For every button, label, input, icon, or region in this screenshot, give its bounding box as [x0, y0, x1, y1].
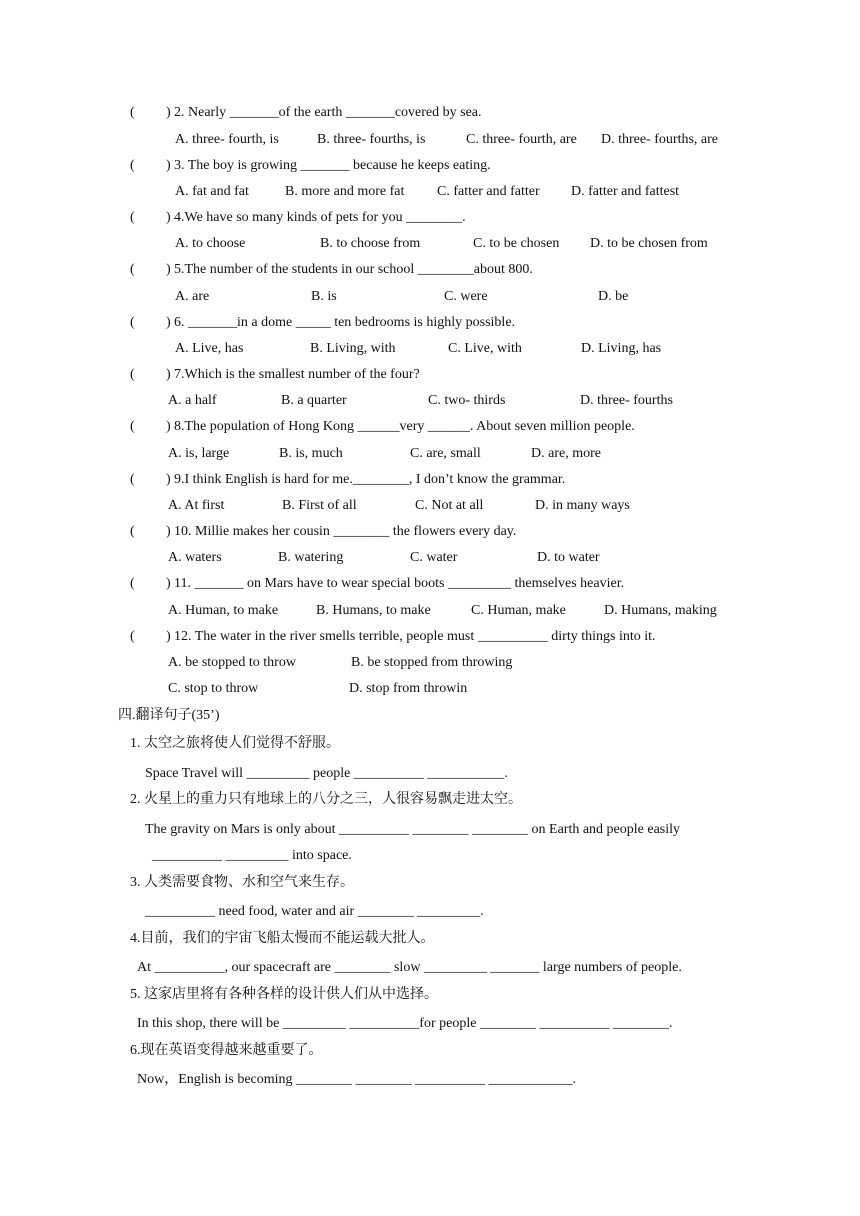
option-a: A. three- fourth, is: [175, 132, 279, 147]
option-c: C. Live, with: [448, 341, 522, 356]
question-text: 6. _______in a dome _____ ten bedrooms is highly possible.: [174, 315, 516, 330]
option-d: D. three- fourths, are: [601, 132, 719, 147]
question-text: 5.The number of the students in our school ________about 800.: [174, 262, 533, 277]
option-d: D. Humans, making: [604, 603, 717, 618]
translation-answer: __________ _________ into space.: [152, 848, 352, 863]
option-a: A. fat and fat: [175, 184, 249, 199]
translation-prompt: 2. 火星上的重力只有地球上的八分之三，人很容易飘走进太空。: [130, 792, 522, 807]
section-heading: 四.翻译句子(35’): [118, 708, 220, 723]
answer-paren-open: (: [130, 210, 135, 225]
option-c: C. Human, make: [471, 603, 566, 618]
option-a: A. waters: [168, 550, 222, 565]
question-text: 2. Nearly _______of the earth _______covered by sea.: [174, 105, 482, 120]
option-b: B. a quarter: [281, 393, 347, 408]
option-b: B. be stopped from throwing: [351, 655, 513, 670]
question-text: 7.Which is the smallest number of the four?: [174, 367, 420, 382]
option-b: B. more and more fat: [285, 184, 405, 199]
option-d: D. in many ways: [535, 498, 630, 513]
option-b: B. to choose from: [320, 236, 421, 251]
answer-paren-open: (: [130, 524, 135, 539]
option-b: B. three- fourths, is: [317, 132, 426, 147]
answer-paren-close: ): [166, 472, 171, 487]
question-text: 12. The water in the river smells terrible, people must __________ dirty things into it.: [174, 629, 656, 644]
option-c: C. Not at all: [415, 498, 484, 513]
translation-answer: Now，English is becoming ________ ________ __________ ____________.: [137, 1072, 577, 1087]
option-c: C. water: [410, 550, 458, 565]
question-text: 11. _______ on Mars have to wear special boots _________ themselves heavier.: [174, 576, 625, 591]
translation-answer: Space Travel will _________ people __________ ___________.: [145, 766, 508, 781]
answer-paren-open: (: [130, 629, 135, 644]
answer-paren-open: (: [130, 262, 135, 277]
answer-paren-close: ): [166, 210, 171, 225]
option-d: D. Living, has: [581, 341, 662, 356]
question-text: 4.We have so many kinds of pets for you ________.: [174, 210, 466, 225]
option-b: B. is: [311, 289, 337, 304]
answer-paren-close: ): [166, 158, 171, 173]
option-d: D. stop from throwin: [349, 681, 468, 696]
option-a: A. At first: [168, 498, 225, 513]
option-c: C. three- fourth, are: [466, 132, 577, 147]
option-c: C. were: [444, 289, 488, 304]
option-c: C. are, small: [410, 446, 481, 461]
option-a: A. Live, has: [175, 341, 244, 356]
question-text: 3. The boy is growing _______ because he keeps eating.: [174, 158, 491, 173]
answer-paren-close: ): [166, 576, 171, 591]
answer-paren-open: (: [130, 419, 135, 434]
option-c: C. fatter and fatter: [437, 184, 540, 199]
option-b: B. watering: [278, 550, 344, 565]
question-text: 9.I think English is hard for me.________, I don’t know the grammar.: [174, 472, 566, 487]
option-b: B. is, much: [279, 446, 343, 461]
option-b: B. Humans, to make: [316, 603, 431, 618]
question-text: 8.The population of Hong Kong ______very ______. About seven million people.: [174, 419, 635, 434]
translation-prompt: 4.目前，我们的宇宙飞船太慢而不能运载大批人。: [130, 931, 435, 946]
option-a: A. be stopped to throw: [168, 655, 296, 670]
answer-paren-open: (: [130, 472, 135, 487]
answer-paren-close: ): [166, 524, 171, 539]
answer-paren-open: (: [130, 158, 135, 173]
answer-paren-open: (: [130, 576, 135, 591]
option-c: C. to be chosen: [473, 236, 560, 251]
answer-paren-close: ): [166, 367, 171, 382]
translation-answer: __________ need food, water and air ________ _________.: [145, 904, 484, 919]
option-a: A. Human, to make: [168, 603, 279, 618]
option-d: D. are, more: [531, 446, 601, 461]
translation-answer: The gravity on Mars is only about __________ ________ ________ on Earth and people easily: [145, 822, 681, 837]
option-a: A. a half: [168, 393, 217, 408]
answer-paren-open: (: [130, 105, 135, 120]
answer-paren-close: ): [166, 262, 171, 277]
translation-answer: At __________, our spacecraft are ________ slow _________ _______ large numbers of people.: [137, 960, 682, 975]
translation-answer: In this shop, there will be _________ __________for people ________ __________ ________.: [137, 1016, 673, 1031]
option-d: D. to be chosen from: [590, 236, 708, 251]
answer-paren-close: ): [166, 315, 171, 330]
option-c: C. two- thirds: [428, 393, 506, 408]
answer-paren-close: ): [166, 419, 171, 434]
translation-prompt: 5. 这家店里将有各种各样的设计供人们从中选择。: [130, 987, 438, 1002]
answer-paren-open: (: [130, 315, 135, 330]
translation-prompt: 1. 太空之旅将使人们觉得不舒服。: [130, 736, 340, 751]
option-b: B. Living, with: [310, 341, 396, 356]
translation-prompt: 6.现在英语变得越来越重要了。: [130, 1043, 323, 1058]
answer-paren-close: ): [166, 105, 171, 120]
answer-paren-close: ): [166, 629, 171, 644]
option-a: A. is, large: [168, 446, 230, 461]
option-d: D. three- fourths: [580, 393, 673, 408]
option-c: C. stop to throw: [168, 681, 259, 696]
option-a: A. are: [175, 289, 210, 304]
option-d: D. to water: [537, 550, 600, 565]
question-text: 10. Millie makes her cousin ________ the flowers every day.: [174, 524, 517, 539]
translation-prompt: 3. 人类需要食物、水和空气来生存。: [130, 875, 354, 890]
option-b: B. First of all: [282, 498, 357, 513]
option-d: D. be: [598, 289, 629, 304]
answer-paren-open: (: [130, 367, 135, 382]
option-a: A. to choose: [175, 236, 246, 251]
option-d: D. fatter and fattest: [571, 184, 680, 199]
